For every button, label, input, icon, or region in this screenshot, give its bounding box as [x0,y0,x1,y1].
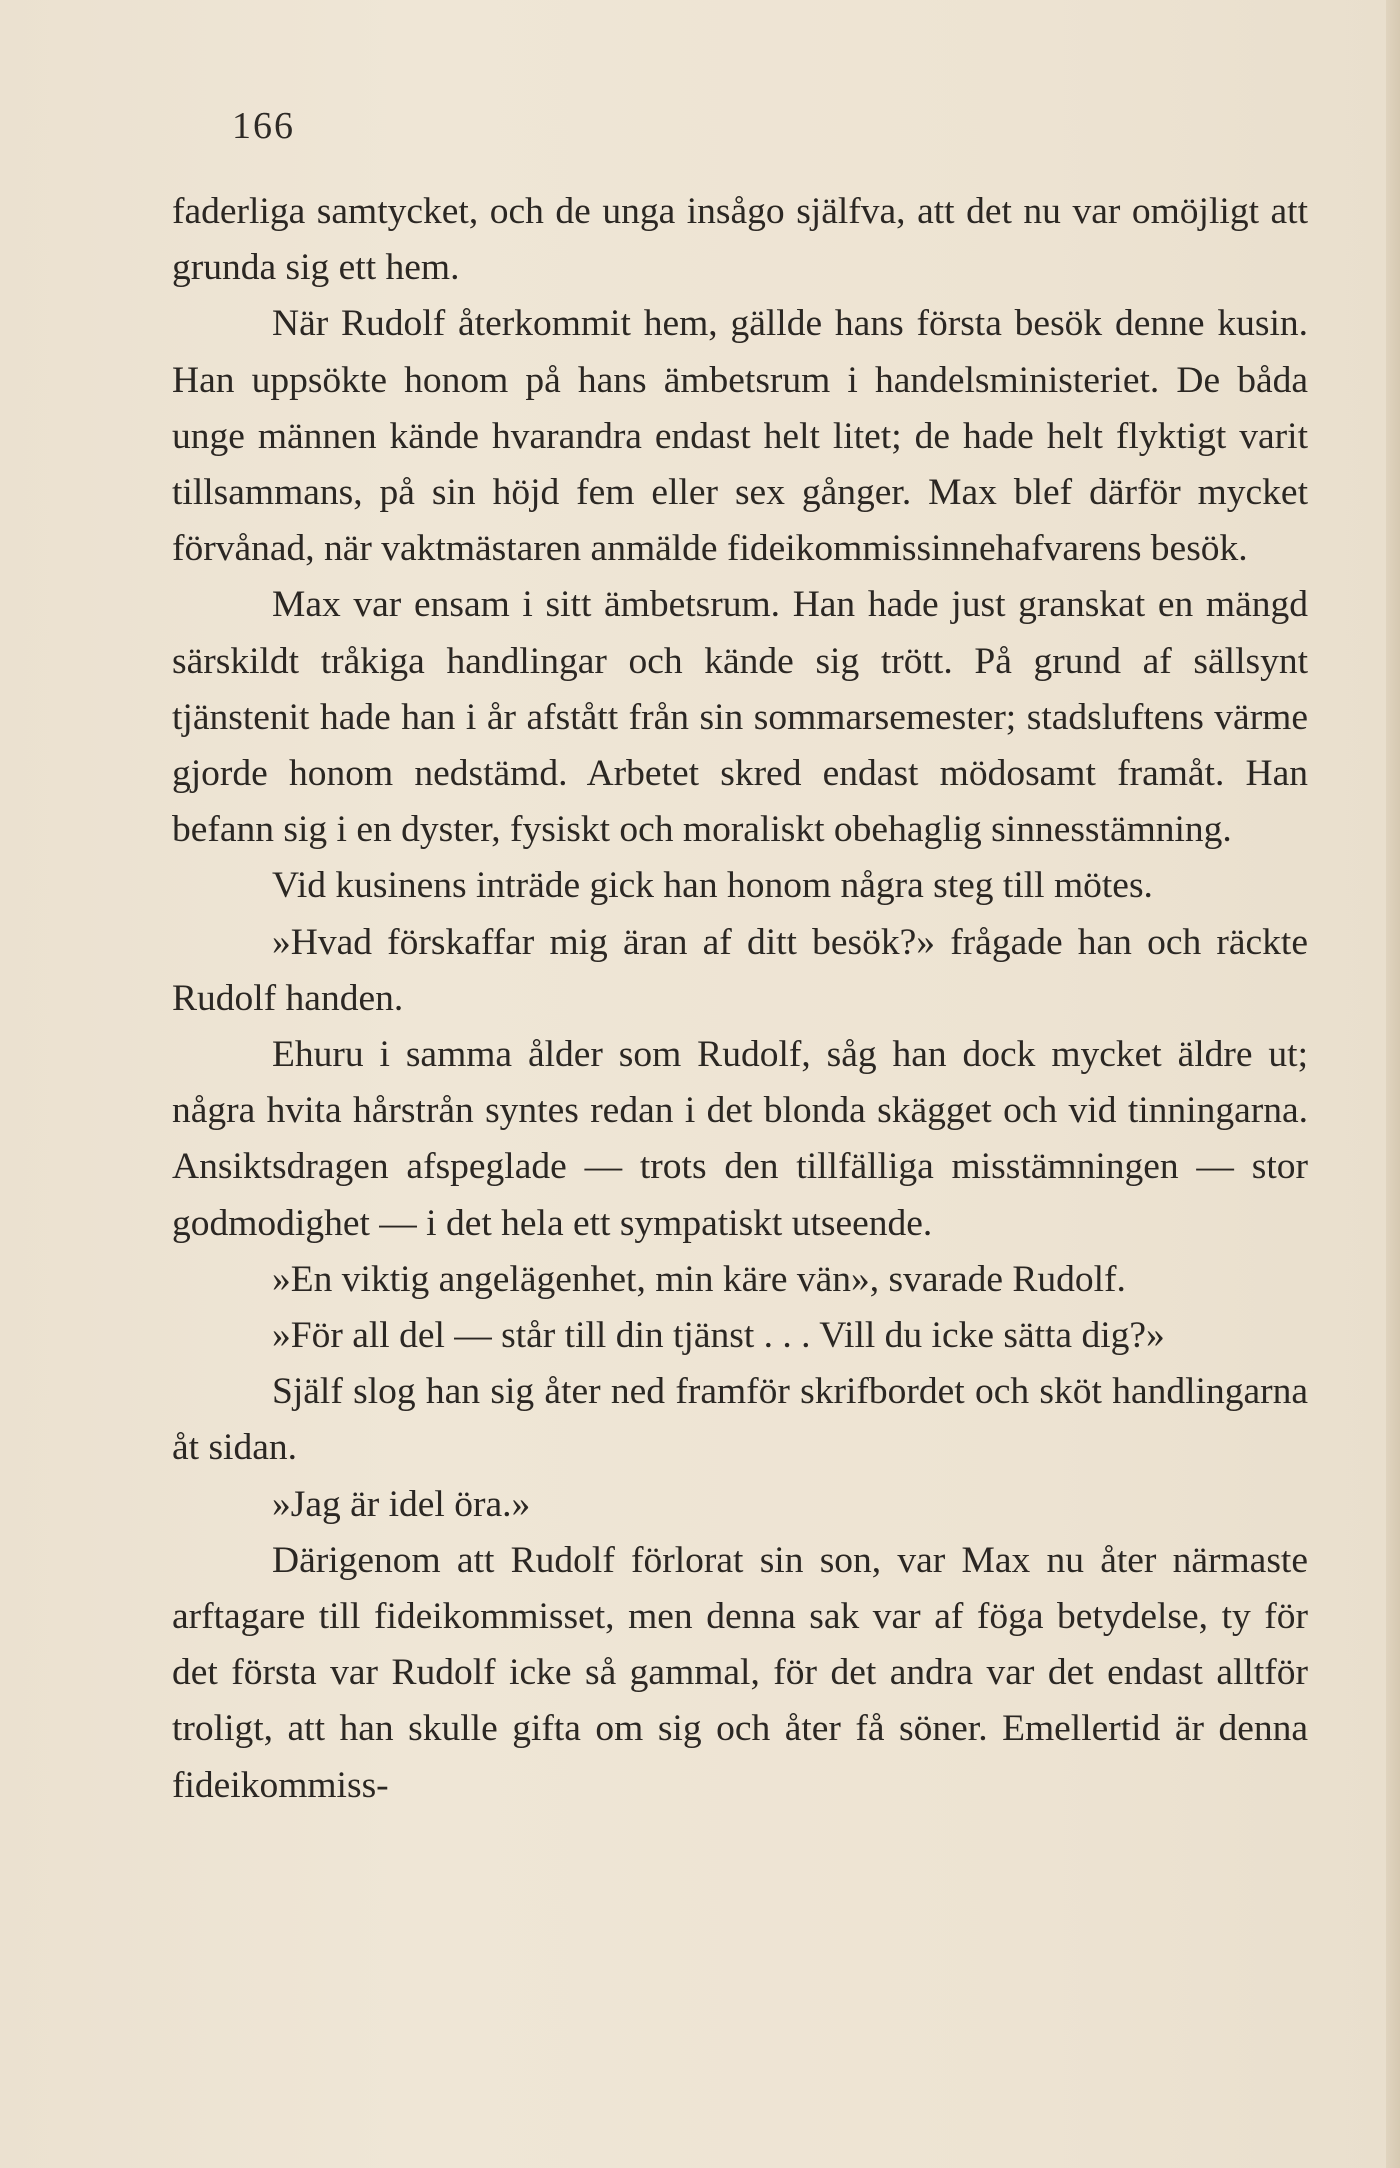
paragraph-1: faderliga samtycket, och de unga insågo själfva, att det nu var omöjligt att grunda sig ett hem. [172,191,1308,289]
body-text [172,184,1308,1814]
page-edge [1386,0,1400,2168]
paragraph-11: Därigenom att Rudolf förlorat sin son, var Max nu åter närmaste arftagare till fideikommisset, men denna sak var af föga betydelse, ty för det första var Rudolf icke så gammal, för det andra var det endast alltför troligt, att han skulle gifta om sig och åter få söner. Emellertid är denna fideikommiss- [172,1539,1308,1806]
paragraph-9: Själf slog han sig åter ned framför skrifbordet och sköt handlingarna åt sidan. [172,1371,1308,1469]
paragraph-6: Ehuru i samma ålder som Rudolf, såg han dock mycket äldre ut; några hvita hårstrån syntes redan i det blonda skägget och vid tinningarna. Ansiktsdragen afspeglade — trots den tillfälliga misstämningen — stor godmodighet — i det hela ett sympatiskt utseende. [172,1034,1308,1244]
paragraph-3: Max var ensam i sitt ämbetsrum. Han hade just granskat en mängd särskildt tråkiga handlingar och kände sig trött. På grund af sällsynt tjänstenit hade han i år afstått från sin sommarsemester; stadsluftens värme gjorde honom nedstämd. Arbetet skred endast mödosamt framåt. Han befann sig i en dyster, fysiskt och moraliskt obehaglig sinnesstämning. [172,584,1308,851]
paragraph-10: »Jag är idel öra.» [272,1483,531,1525]
paragraph-5: »Hvad förskaffar mig äran af ditt besök?» frågade han och räckte Rudolf handen. [172,921,1308,1019]
paragraph-7: »En viktig angelägenhet, min käre vän», svarade Rudolf. [272,1258,1126,1300]
page-number: 166 [232,105,295,147]
paragraph-2: När Rudolf återkommit hem, gällde hans första besök denne kusin. Han uppsökte honom på hans ämbetsrum i handelsministeriet. De båda unge männen kände hvarandra endast helt litet; de hade helt flyktigt varit tillsammans, på sin höjd fem eller sex gånger. Max blef därför mycket förvånad, när vaktmästaren anmälde fideikommissinnehafvarens besök. [172,303,1308,570]
paragraph-8: »För all del — står till din tjänst . . . Vill du icke sätta dig?» [272,1315,1165,1357]
paragraph-4: Vid kusinens inträde gick han honom några steg till mötes. [272,865,1153,907]
